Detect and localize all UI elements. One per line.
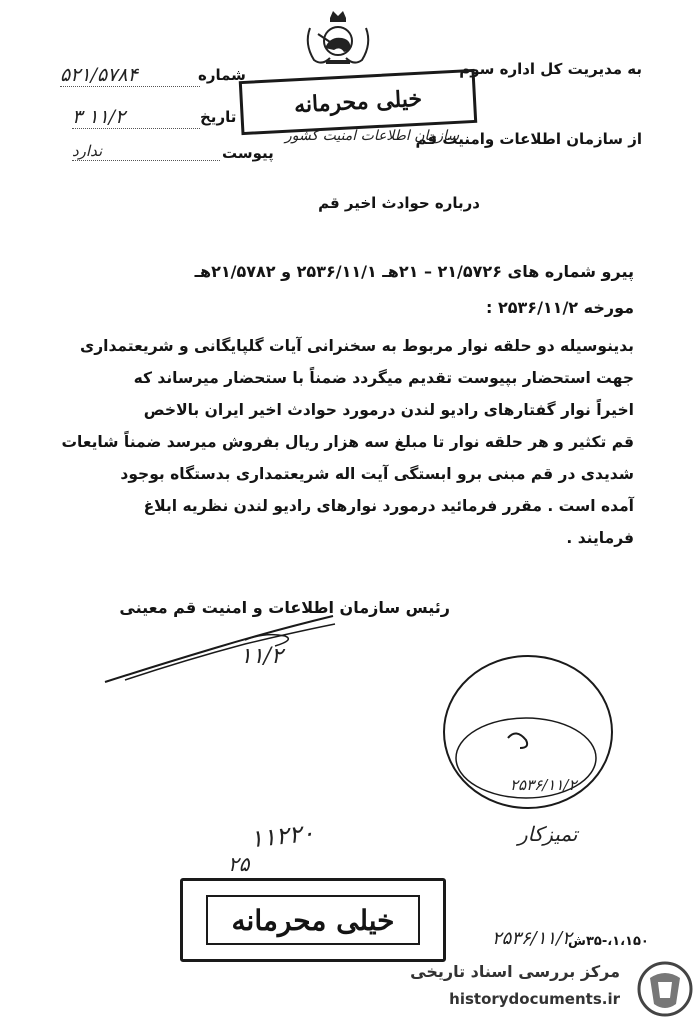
- attachment-label: پیوست: [222, 144, 274, 162]
- bottom-stamp-text: خیلی محرمانه: [206, 895, 420, 945]
- date-value: ۳ ۱۱/۲: [72, 106, 200, 129]
- body-line: شدیدی در قم مبنی برو ابستگی آیت اله شریعتمداری بدستگاه بوجود: [120, 465, 634, 483]
- watermark-name: مرکز بررسی اسناد تاریخی: [410, 962, 620, 981]
- handwritten-number: ۱۱۲۲۰: [248, 818, 316, 854]
- bottom-classification-stamp: [180, 878, 446, 962]
- body-line: آمده است . مقرر فرمائید درمورد نوارهای رادیو لندن نظریه ابلاغ: [143, 497, 634, 515]
- attachment-value: ندارد: [72, 142, 220, 161]
- body-line: بدینوسیله دو حلقه نوار مربوط به سخنرانی آیات گلپایگانی و شریعتمداری: [80, 337, 634, 355]
- body-line: اخیراً نوار گفتارهای رادیو لندن درمورد حوادث اخیر ایران بالاخص: [143, 401, 634, 419]
- bottom-stamp-date: ۲۵۳۶/۱۱/۲: [492, 928, 572, 949]
- subject-line: [318, 194, 480, 212]
- body-line: جهت استحضار بپیوست تقدیم میگردد ضمناً با ستحضار میرساند که: [133, 369, 634, 387]
- subject-label: درباره: [434, 194, 480, 212]
- reference-line-1: پیرو شماره های ۲۱/۵۷۲۶ – ۲۱هـ ۲۵۳۶/۱۱/۱ و ۲۱/۵۷۸۲هـ: [194, 262, 634, 281]
- handwritten-note: تمیزکار: [518, 822, 578, 846]
- letter-body: [61, 330, 634, 554]
- top-stamp-handwriting: سازمان اطلاعات امنیت کشور: [285, 128, 460, 144]
- signature-title: رئیس سازمان اطلاعات و امنیت قم: [173, 598, 450, 617]
- date-label: تاریخ: [200, 108, 237, 126]
- reference-line-2: مورخه ۲۵۳۶/۱۱/۲ :: [486, 298, 634, 317]
- subject-text: حوادث اخیر قم: [318, 194, 430, 212]
- signature-date: ۱۱/۲: [240, 644, 283, 669]
- signature-scribble: [95, 610, 345, 690]
- form-code: ۱،۱۵۰،-۳۵ش: [568, 934, 649, 949]
- archive-logo-icon: [636, 960, 694, 1018]
- body-line: فرمایند .: [566, 529, 634, 547]
- top-classification-stamp: [239, 69, 478, 135]
- body-line: قم تکثیر و هر حلقه نوار تا مبلغ سه هزار ریال بفروش میرسد ضمناً شایعات: [61, 433, 634, 451]
- number-label: شماره: [198, 66, 246, 84]
- addressee-label: به مدیریت کل اداره سوم: [459, 60, 642, 78]
- watermark-url: historydocuments.ir: [449, 990, 620, 1008]
- lion-and-sun-emblem-icon: [300, 8, 376, 70]
- handwritten-mark: ۲۵: [228, 852, 250, 876]
- signature-name: معینی: [119, 598, 168, 617]
- top-stamp-text: خیلی محرمانه: [293, 85, 423, 119]
- archive-watermark: [410, 958, 698, 1020]
- sender-label: از سازمان اطلاعات وامنیت قم: [415, 130, 642, 148]
- circle-note: ۲۵۳۶/۱۱/۲: [510, 776, 577, 794]
- addressee-line: [459, 60, 642, 78]
- number-value: ۵۲۱/۵۷۸۴: [60, 64, 200, 87]
